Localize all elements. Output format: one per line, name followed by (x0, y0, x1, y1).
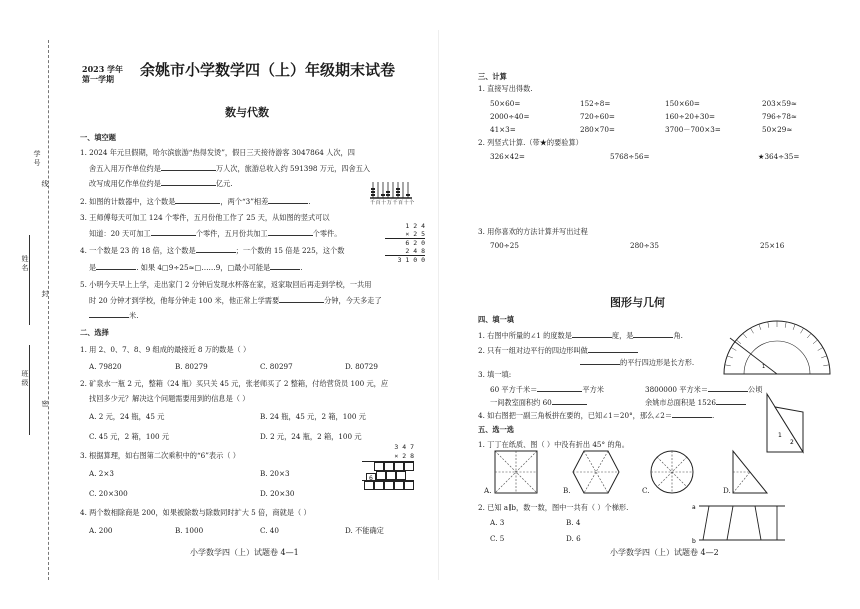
c3-option-c[interactable]: C. 20×300 (89, 489, 128, 498)
c3-option-b[interactable]: B. 20×3 (260, 469, 290, 478)
c2-option-b[interactable]: B. 24 瓶，45 元，2 箱，100 元 (260, 412, 366, 421)
c1-option-a[interactable]: A. 79820 (89, 362, 122, 371)
oral-item[interactable]: 3700－700×3= (665, 125, 721, 134)
multiplication-grid (362, 443, 414, 490)
calc-row: × 2 5 (385, 230, 425, 239)
f2-blank1[interactable] (588, 345, 638, 353)
q5-line3: 米. (89, 310, 138, 320)
choose-heading: 五、选一选 (478, 425, 514, 434)
q5-blank1[interactable] (279, 295, 324, 303)
q1-blank2[interactable] (161, 178, 216, 186)
s1-option-d[interactable]: D. (723, 486, 731, 495)
binding-dashed-line (48, 40, 49, 580)
q1-blank1[interactable] (161, 163, 216, 171)
s2-option-c[interactable]: C. 5 (490, 534, 505, 543)
simple-item[interactable]: 700÷25 (490, 241, 519, 250)
s1-option-b[interactable]: B. (563, 486, 571, 495)
c4-option-b[interactable]: B. 1000 (175, 526, 204, 535)
square-fold-figure[interactable] (494, 450, 538, 494)
q4-line1: 4. 一个数是 23 的 18 倍，这个数是 ；一个数的 15 倍是 225，这个数 (80, 246, 345, 255)
set-squares-figure (765, 392, 805, 454)
s2-option-d[interactable]: D. 6 (566, 534, 581, 543)
c1-text: 1. 用 2、0、7、8、9 组成的最接近 8 万的数是（ ） (80, 345, 251, 354)
s2-option-a[interactable]: A. 3 (490, 518, 505, 527)
calc-row: 3 1 0 0 (397, 256, 425, 264)
fill-heading-geo: 四、填一填 (478, 315, 514, 324)
q5-line2: 时 20 分钟才到学校，他每分钟走 100 米，他正常上学需要 分钟，今天多走了 (89, 296, 382, 305)
exam-title: 余姚市小学数学四（上）年级期末试卷 (140, 61, 396, 79)
s1-option-c[interactable]: C. (642, 486, 650, 495)
f3-heading: 3. 填一填: (478, 370, 512, 379)
c3-text: 3. 根据算理，如右图第二次乘积中的“6”表示（ ） (80, 451, 240, 460)
f1-blank1[interactable] (572, 330, 612, 338)
fill-heading: 一、填空题 (80, 133, 116, 142)
simple-item[interactable]: 280÷35 (630, 241, 659, 250)
footer-left: 小学数学四（上）试题卷 4—1 (190, 548, 299, 557)
c4-option-d[interactable]: D. 不能确定 (345, 526, 384, 535)
oral-item[interactable]: 152÷8= (580, 99, 611, 108)
f1-blank2[interactable] (633, 330, 673, 338)
s1-option-a[interactable]: A. (484, 486, 492, 495)
oral-item[interactable]: 796÷78≈ (762, 112, 797, 121)
f3-row-a1: 60 平方千米＝ 平方米 (490, 385, 604, 394)
q5-blank2[interactable] (89, 310, 129, 318)
vertical-item[interactable]: 326×42= (490, 152, 525, 161)
footer-right: 小学数学四（上）试题卷 4—2 (610, 548, 719, 557)
oral-item[interactable]: 50×60= (490, 99, 521, 108)
calc-row: 1 2 4 (405, 222, 425, 230)
c2-line2: 找回多少元？解决这个问题需要用到的信息是（ ） (89, 394, 250, 403)
f2-text: 2. 只有一组对边平行的四边形叫做 (478, 345, 638, 355)
name-label: 姓名 (21, 255, 29, 273)
f3-row-b2: 余姚市总面积是 1526 (645, 397, 746, 407)
q1-line2: 舍五入用万作单位约是 万人次，旅游总收入约 591398 万元，四舍五入 (89, 164, 371, 173)
f1-text: 1. 右图中所量的∠1 的度数是 度，是 角. (478, 331, 683, 340)
page-divider (438, 30, 439, 580)
binding-mark-secret: 密 (41, 400, 49, 409)
calc-row (362, 480, 414, 490)
f3-blank4[interactable] (716, 397, 746, 405)
class-blank-line[interactable] (29, 345, 30, 435)
vertical-heading: 2. 列竖式计算.（带★的要验算） (478, 138, 583, 147)
name-blank-line[interactable] (29, 235, 30, 325)
calc-row: 6 2 0 (405, 239, 425, 247)
angle-label-2: 2 (790, 439, 794, 446)
calc-heading: 三、计算 (478, 72, 507, 81)
angle-label-1b: 1 (778, 432, 782, 439)
c2-line1: 2. 矿泉水一瓶 2 元，整箱（24 瓶）买只关 45 元，张老师买了 2 整箱，付给营货员 100 元，应 (80, 379, 389, 388)
abacus-labels: 千百十万千百十个 (370, 200, 415, 206)
c2-option-a[interactable]: A. 2 元，24 瓶，45 元 (89, 412, 165, 421)
f4-text: 4. 如右图把一副三角板拼在要的，已知∠1＝20°，那么∠2＝ . (478, 411, 715, 420)
c2-option-c[interactable]: C. 45 元，2 箱，100 元 (89, 432, 170, 441)
f3-row-a2: 3800000 平方米＝ 公顷 (645, 385, 763, 394)
f2-text2: 的平行四边形是长方形. (580, 357, 694, 367)
q2-blank2[interactable] (268, 196, 308, 204)
calc-row: 2 4 8 (385, 247, 425, 256)
q1-line3: 改写成用亿作单位约是 亿元. (89, 179, 233, 188)
q4-blank2[interactable] (96, 262, 136, 270)
q1-line1: 1. 2024 年元旦假期，哈尔滨旅游“热得发烫”，假日三天接待游客 3047864 人次，四 (80, 148, 355, 157)
vertical-item[interactable]: ★364÷35= (758, 152, 800, 161)
c3-option-a[interactable]: A. 2×3 (89, 469, 114, 478)
q5-line1: 5. 小明今天早上上学，走出家门 2 分钟后发现水杯落在家，返家取回后再走到学校，一共用 (80, 280, 372, 289)
simple-item[interactable]: 25×16 (760, 241, 785, 250)
oral-item[interactable]: 150×60= (665, 99, 700, 108)
line-label-b: b (692, 538, 696, 545)
q3-line1: 3. 王师傅每天可加工 124 个零件，五月份他工作了 25 天，从如图的竖式可以 (80, 213, 330, 222)
circle-fold-figure[interactable] (650, 450, 694, 494)
oral-item[interactable]: 160÷20+30= (665, 112, 716, 121)
oral-heading: 1. 直接写出得数. (478, 84, 533, 93)
q2-text: 2. 如图的计数器中，这个数是 ，两个“3”相差 . (80, 197, 311, 206)
line-label-a: a (692, 504, 696, 511)
vertical-multiplication (385, 222, 425, 264)
oral-item[interactable]: 41×3= (490, 125, 516, 134)
school-number-label: 学号 (33, 150, 41, 168)
s2-option-b[interactable]: B. 4 (566, 518, 581, 527)
calc-row: × 2 8 (362, 452, 414, 462)
calc-row (362, 462, 414, 471)
oral-item[interactable]: 203×59≈ (762, 99, 797, 108)
section-title-geometry: 图形与几何 (610, 296, 665, 309)
vertical-item[interactable]: 5768÷56= (610, 152, 650, 161)
oral-item[interactable]: 50×29≈ (762, 125, 793, 134)
q3-line2: 知道：20 天可加工 个零件，五月份共加工 个零件。 (89, 229, 342, 238)
f3-blank3[interactable] (552, 397, 587, 405)
q2-blank1[interactable] (175, 196, 220, 204)
choice-heading: 二、选择 (80, 328, 109, 337)
calc-row: 6 (362, 471, 414, 480)
c1-option-c[interactable]: C. 80297 (260, 362, 293, 371)
q4-blank1[interactable] (196, 245, 236, 253)
simple-heading: 3. 用你喜欢的方法计算并写出过程 (478, 227, 588, 236)
c1-option-b[interactable]: B. 80279 (175, 362, 208, 371)
binding-mark-line: 线 (41, 180, 49, 189)
s2-text: 2. 已知 a∥b，数一数，图中一共有（ ）个梯形. (478, 503, 629, 512)
hexagon-fold-figure[interactable] (572, 450, 620, 494)
c4-text: 4. 两个数相除商是 200，如果被除数与除数同时扩大 5 倍，商就是（ ） (80, 508, 311, 517)
section-title-algebra: 数与代数 (225, 106, 269, 119)
f4-blank[interactable] (672, 410, 712, 418)
f2-blank2[interactable] (580, 357, 620, 365)
q4-line2: 是 . 如果 4□9÷25≈□……9，□最小可能是 . (89, 263, 303, 272)
q3-blank1[interactable] (151, 228, 196, 236)
f3-row-b1: 一间教室面积约 60 (490, 397, 587, 407)
calc-row: 3 4 7 (394, 443, 414, 451)
f3-blank1[interactable] (537, 384, 582, 392)
s1-text: 1. 丁丁在纸质、图（ ）中没有折出 45° 的角。 (478, 440, 629, 449)
c4-option-c[interactable]: C. 40 (260, 526, 279, 535)
oral-item[interactable]: 2000÷40= (490, 112, 530, 121)
c3-option-d[interactable]: D. 20×30 (260, 489, 295, 498)
trapezoid-figure (692, 500, 787, 545)
q4-blank3[interactable] (270, 262, 300, 270)
c4-option-a[interactable]: A. 200 (89, 526, 113, 535)
class-label: 班级 (21, 370, 29, 388)
c2-option-d[interactable]: D. 2 元，24 瓶，2 箱，100 元 (260, 432, 362, 441)
c1-option-d[interactable]: D. 80729 (345, 362, 378, 371)
angle-label-1: 1 (762, 364, 766, 370)
q3-blank2[interactable] (268, 228, 313, 236)
exam-year: 2023 学年 (82, 64, 124, 74)
triangle-fold-figure[interactable] (732, 450, 768, 494)
f3-blank2[interactable] (708, 384, 748, 392)
oral-item[interactable]: 720÷60= (580, 112, 615, 121)
binding-mark-seal: 封 (41, 290, 49, 299)
exam-term: 第一学期 (82, 74, 114, 84)
protractor-figure (722, 318, 832, 376)
oral-item[interactable]: 280×70= (580, 125, 615, 134)
